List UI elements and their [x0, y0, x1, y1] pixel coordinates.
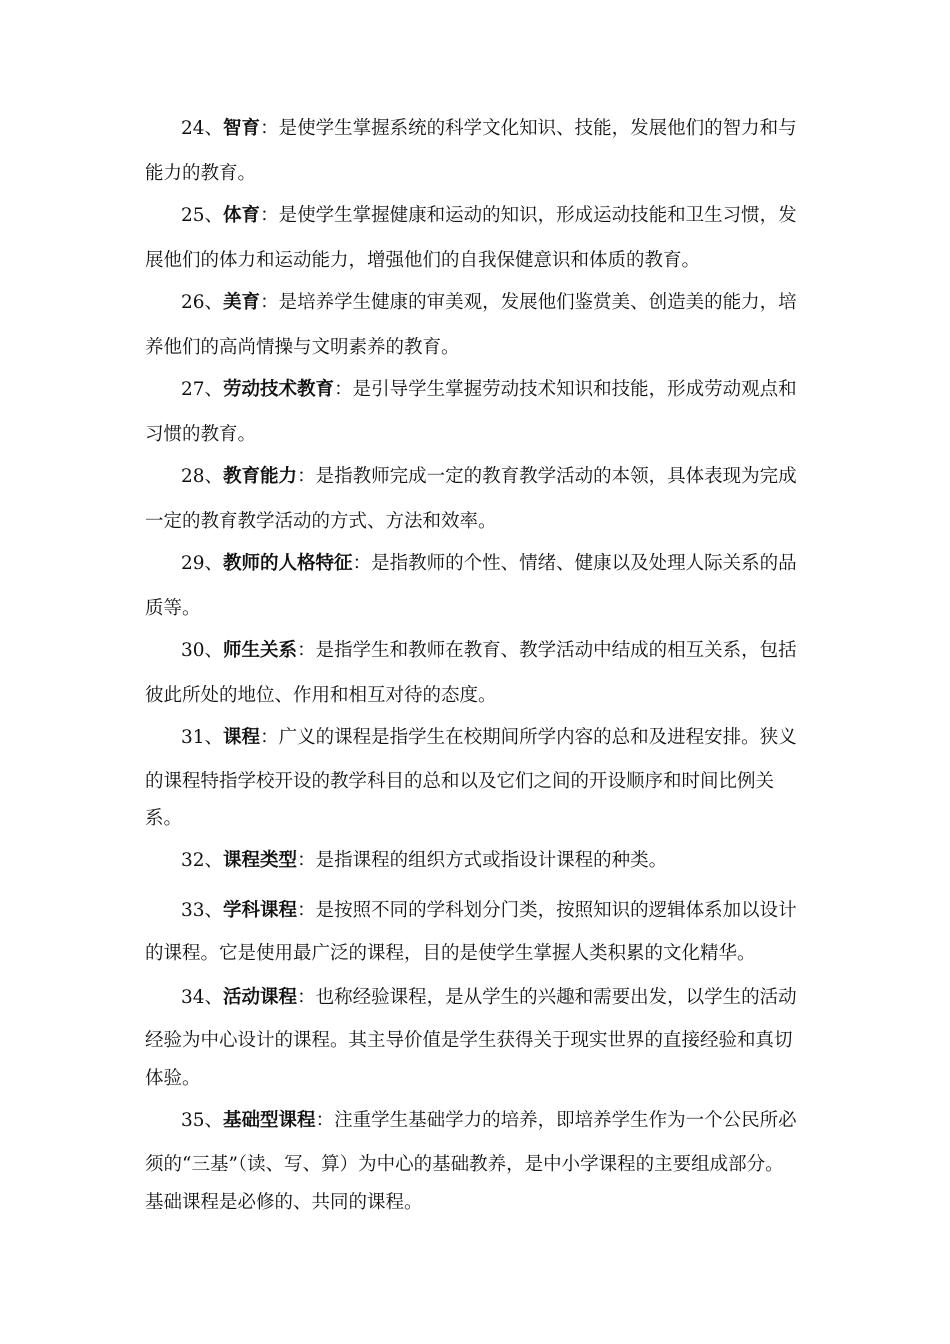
entry-31-line-1: 31、课程：广义的课程是指学生在校期间所学内容的总和及进程安排。狭义 [181, 727, 797, 748]
entry-35-line-1: 35、基础型课程：注重学生基础学力的培养，即培养学生作为一个公民所必 [181, 1110, 797, 1131]
entry-35-line-2: 须的“三基”（读、写、算）为中心的基础教养，是中小学课程的主要组成部分。 [145, 1154, 784, 1175]
entry-35-line-3: 基础课程是必修的、共同的课程。 [145, 1192, 423, 1213]
entry-27-line-2: 习惯的教育。 [145, 424, 257, 445]
entry-31-line-3: 系。 [145, 808, 183, 829]
entry-27-line-1: 27、劳动技术教育：是引导学生掌握劳动技术知识和技能，形成劳动观点和 [181, 379, 797, 400]
term-zhiyu: 智育 [223, 118, 261, 139]
entry-24-line-2: 能力的教育。 [145, 163, 257, 184]
entry-26-line-2: 养他们的高尚情操与文明素养的教育。 [145, 337, 460, 358]
term-subject-curriculum: 学科课程 [223, 900, 298, 921]
term-education-ability: 教育能力 [223, 466, 298, 487]
term-curriculum: 课程 [223, 727, 261, 748]
term-activity-curriculum: 活动课程 [223, 987, 298, 1008]
entry-34-line-2: 经验为中心设计的课程。其主导价值是学生获得关于现实世界的直接经验和真切 [145, 1030, 793, 1051]
entry-34-line-1: 34、活动课程：也称经验课程，是从学生的兴趣和需要出发，以学生的活动 [181, 987, 797, 1008]
entry-28-line-2: 一定的教育教学活动的方式、方法和效率。 [145, 511, 497, 532]
term-teacher-student-relation: 师生关系 [223, 640, 298, 661]
entry-29-line-2: 质等。 [145, 598, 201, 619]
entry-31-line-2: 的课程特指学校开设的教学科目的总和以及它们之间的开设顺序和时间比例关 [145, 771, 775, 792]
term-basic-curriculum: 基础型课程 [223, 1110, 316, 1131]
entry-33-line-1: 33、学科课程：是按照不同的学科划分门类，按照知识的逻辑体系加以设计 [181, 900, 797, 921]
entry-24-line-1: 24、智育：是使学生掌握系统的科学文化知识、技能，发展他们的智力和与 [181, 118, 797, 139]
entry-25-line-2: 展他们的体力和运动能力，增强他们的自我保健意识和体质的教育。 [145, 250, 701, 271]
entry-33-line-2: 的课程。它是使用最广泛的课程，目的是使学生掌握人类积累的文化精华。 [145, 943, 756, 964]
term-teacher-personality: 教师的人格特征 [223, 553, 353, 574]
entry-28-line-1: 28、教育能力：是指教师完成一定的教育教学活动的本领，具体表现为完成 [181, 466, 797, 487]
term-curriculum-type: 课程类型 [223, 850, 298, 871]
entry-30-line-1: 30、师生关系：是指学生和教师在教育、教学活动中结成的相互关系，包括 [181, 640, 797, 661]
entry-26-line-1: 26、美育：是培养学生健康的审美观，发展他们鉴赏美、创造美的能力，培 [181, 292, 797, 313]
entry-29-line-1: 29、教师的人格特征：是指教师的个性、情绪、健康以及处理人际关系的品 [181, 553, 797, 574]
entry-25-line-1: 25、体育：是使学生掌握健康和运动的知识，形成运动技能和卫生习惯，发 [181, 205, 797, 226]
term-tiyu: 体育 [223, 205, 261, 226]
entry-30-line-2: 彼此所处的地位、作用和相互对待的态度。 [145, 685, 497, 706]
entry-34-line-3: 体验。 [145, 1068, 201, 1089]
term-labor-tech-education: 劳动技术教育 [223, 379, 335, 400]
term-meiyu: 美育 [223, 292, 261, 313]
entry-32-line-1: 32、课程类型：是指课程的组织方式或指设计课程的种类。 [181, 850, 668, 871]
